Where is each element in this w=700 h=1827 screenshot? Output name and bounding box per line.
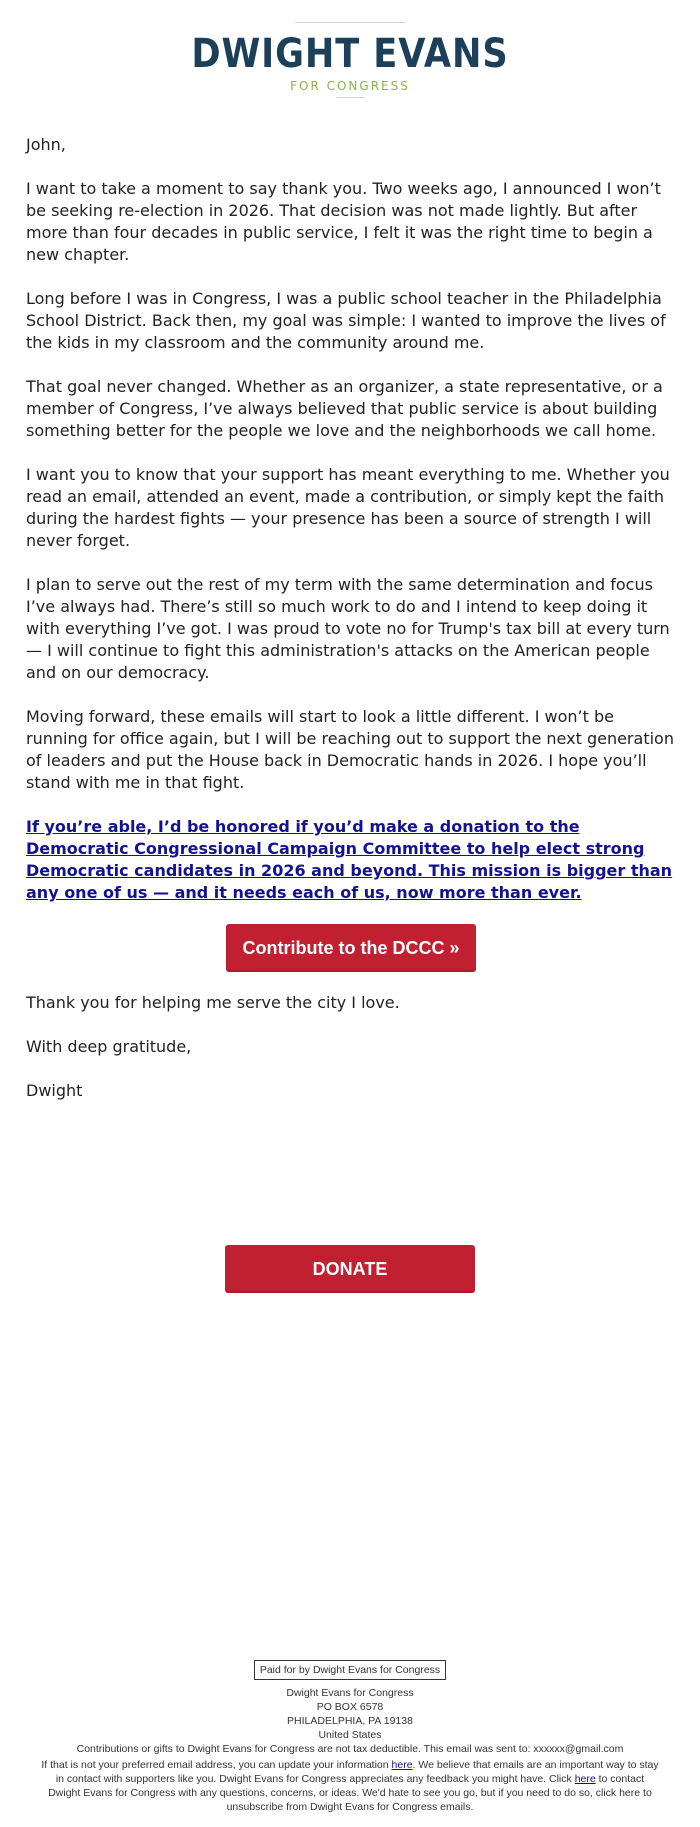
paid-for-disclaimer: Paid for by Dwight Evans for Congress — [254, 1660, 446, 1680]
footer-tax-note: Contributions or gifts to Dwight Evans for Congress are not tax deductible. This email was sent to: xxxxxx@gmail.com — [76, 1743, 624, 1755]
email-footer — [40, 1660, 660, 1814]
paragraph-teacher: Long before I was in Congress, I was a public school teacher in the Philadelphia School District. Back then, my goal was simple: I wanted to improve the lives of the kids in my classroom and the community around me. — [26, 289, 666, 352]
update-info-link[interactable]: here — [391, 1759, 413, 1771]
footer-preferences-note — [40, 1758, 660, 1814]
footer-po-box: PO BOX 6578 — [316, 1701, 384, 1713]
pref-text-3: to contact Dwight Evans for Congress with any questions, concerns, or ideas. We'd hate to see you go, but if you need to do so, click here to unsubscribe from Dwight Evans for Congress emails. — [48, 1773, 652, 1813]
signoff: With deep gratitude, — [26, 1037, 192, 1056]
paragraph-thank-you: I want to take a moment to say thank you. Two weeks ago, I announced I won’t be seeking re-election in 2026. That decision was not made lightly. But after more than four decades in public service, I felt it was the right time to begin a new chapter. — [26, 179, 661, 264]
footer-city: PHILADELPHIA, PA 19138 — [287, 1715, 413, 1727]
paragraph-goal: That goal never changed. Whether as an organizer, a state representative, or a member of Congress, I’ve always believed that public service is about building something better for the people we love and the neighborhoods we call home. — [26, 377, 663, 440]
donate-wrapper — [0, 1245, 700, 1293]
thanks-line: Thank you for helping me serve the city I love. — [26, 993, 400, 1012]
paragraph-support: I want you to know that your support has meant everything to me. Whether you read an email, attended an event, made a contribution, or simply kept the faith during the hardest fights — your presence has been a source of strength I will never forget. — [26, 465, 670, 550]
email-body — [26, 134, 676, 1124]
signature: Dwight — [26, 1081, 83, 1100]
logo-name: DWIGHT EVANS — [191, 31, 509, 77]
donate-button[interactable]: DONATE — [225, 1245, 475, 1293]
paragraph-term: I plan to serve out the rest of my term with the same determination and focus I’ve always had. There’s still so much work to do and I intend to keep doing it with everything I’ve got. I was proud to vote no for Trump's tax bill at every turn — I will continue to fight this administration's attacks on the American people and on our democracy. — [26, 575, 670, 682]
logo-top-rule — [295, 22, 405, 23]
paragraph-moving-forward: Moving forward, these emails will start to look a little different. I won’t be running for office again, but I will be reaching out to support the next generation of leaders and put the House back in Democratic hands in 2026. I hope you’ll stand with me in that fight. — [26, 707, 674, 792]
logo-bottom-rule — [336, 97, 364, 98]
pref-text-1: If that is not your preferred email address, you can update your information — [41, 1759, 392, 1771]
cta-wrapper — [26, 924, 676, 972]
footer-country: United States — [318, 1729, 382, 1741]
logo-subtitle: FOR CONGRESS — [290, 79, 410, 93]
ask-paragraph — [26, 816, 676, 904]
contribute-dccc-button[interactable]: Contribute to the DCCC » — [226, 924, 476, 972]
greeting: John, — [26, 135, 66, 154]
contact-link[interactable]: here — [574, 1773, 596, 1785]
footer-org: Dwight Evans for Congress — [286, 1687, 414, 1699]
pref-text-2: . We believe that emails are an important way to stay in contact with supporters like you. Dwight Evans for Congress appreciates any feedback you might have. Click — [55, 1759, 659, 1785]
email-header — [0, 22, 700, 98]
donation-ask-link[interactable]: If you’re able, I’d be honored if you’d make a donation to the Democratic Congressional Campaign Committee to help elect strong Democratic candidates in 2026 and beyond. This mission is bigger than any one of us — and it needs each of us, now more than ever. — [26, 817, 673, 902]
